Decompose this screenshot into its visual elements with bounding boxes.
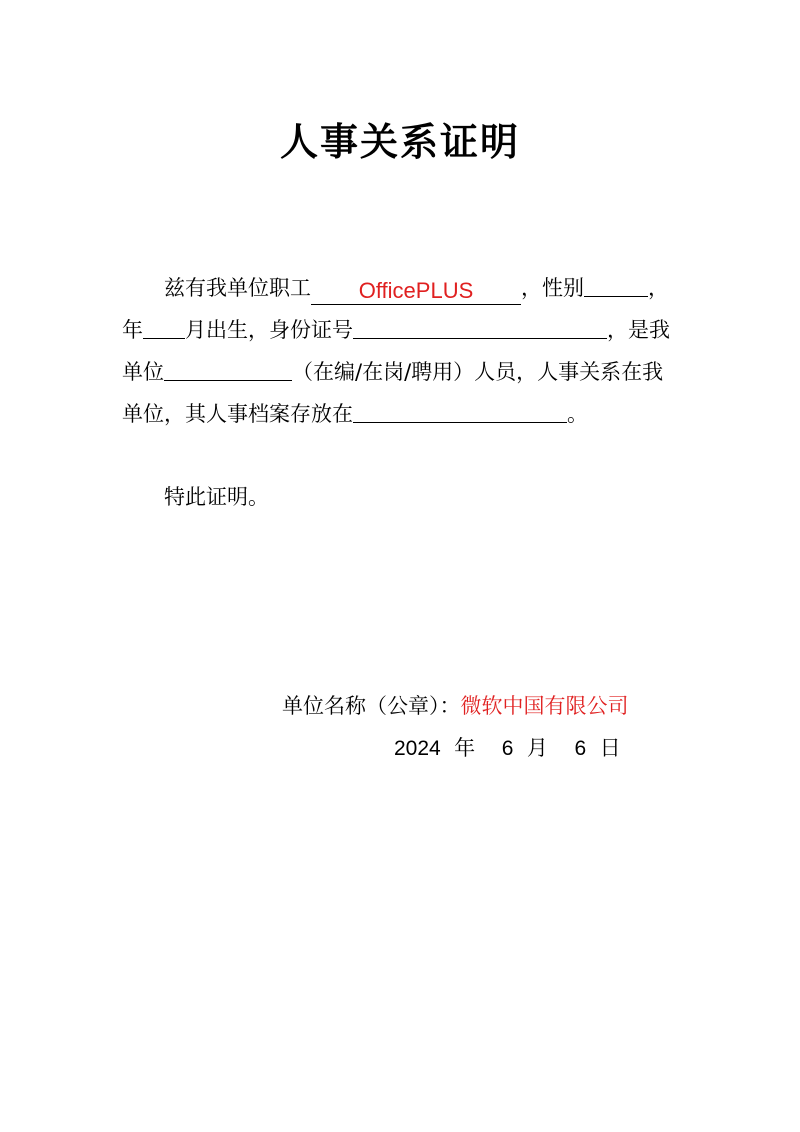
date-month-unit: 月	[526, 736, 548, 760]
paragraph-line-4	[122, 398, 588, 429]
text-year-label: 年	[122, 318, 143, 342]
text-archive-label: 单位，其人事档案存放在	[122, 402, 353, 426]
date-day-unit: 日	[599, 736, 621, 760]
signature-line	[282, 691, 629, 721]
closing-statement: 特此证明。	[164, 485, 269, 509]
paragraph-line-2	[122, 314, 670, 345]
text-unit-label: 单位	[122, 360, 164, 384]
employee-name-field[interactable]: OfficePLUS	[311, 278, 521, 305]
text-birth-id-label: 月出生，身份证号	[185, 318, 353, 342]
company-name-value[interactable]: 微软中国有限公司	[460, 694, 629, 718]
date-year[interactable]: 2024	[394, 737, 441, 760]
text-period: 。	[567, 402, 588, 426]
text-comma: ，	[648, 276, 669, 300]
text-status-relation: （在编/在岗/聘用）人员，人事关系在我	[292, 360, 664, 384]
document-title: 人事关系证明	[279, 120, 520, 164]
text-employee-intro: 兹有我单位职工	[164, 276, 311, 300]
text-gender-label: ，性别	[521, 276, 584, 300]
birth-year-blank[interactable]	[143, 314, 185, 339]
text-is-our: ，是我	[607, 318, 670, 342]
paragraph-line-3	[122, 356, 663, 387]
date-year-unit: 年	[454, 736, 476, 760]
id-number-blank[interactable]	[353, 314, 607, 339]
paragraph-line-1	[164, 272, 669, 305]
date-line	[394, 733, 621, 764]
gender-blank[interactable]	[584, 272, 648, 297]
department-blank[interactable]	[164, 356, 292, 381]
company-name-label: 单位名称（公章）：	[282, 694, 461, 718]
date-month[interactable]: 6	[501, 737, 514, 760]
archive-location-blank[interactable]	[353, 398, 567, 423]
date-day[interactable]: 6	[574, 737, 587, 760]
